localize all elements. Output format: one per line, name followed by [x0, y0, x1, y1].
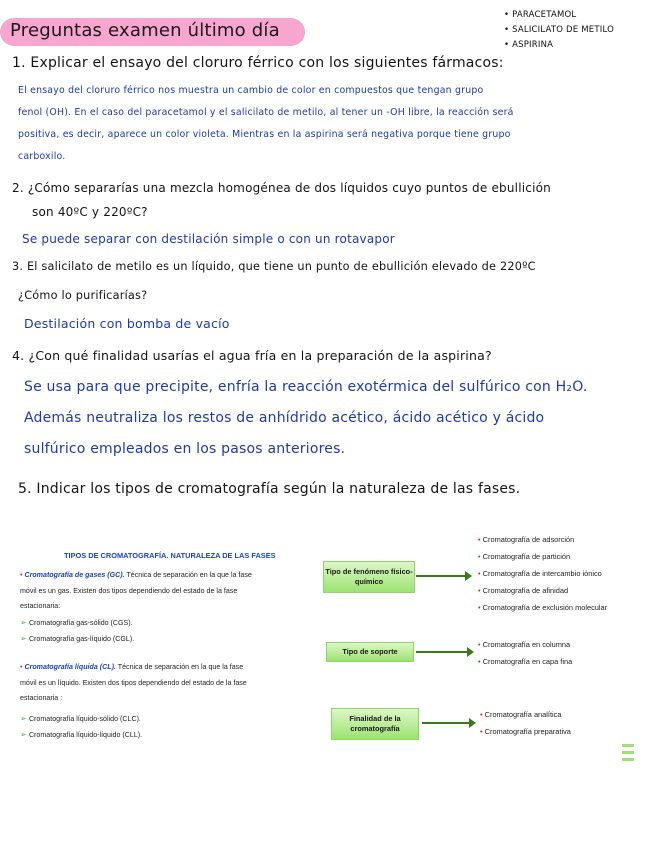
question-line: 2. ¿Cómo separarías una mezcla homogénea de dos líquidos cuyo puntos de ebullición — [12, 181, 551, 195]
question-line: son 40ºC y 220ºC? — [32, 205, 148, 219]
question-2 — [12, 176, 551, 224]
arrow-support — [416, 651, 468, 653]
answer-line: fenol (OH). En el caso del paracetamol y el salicilato de metilo, al tener un -OH libre, la reacción será — [18, 107, 514, 118]
gc-name: Cromatografía de gases (GC). — [24, 571, 125, 579]
answer-4 — [24, 372, 649, 465]
arrow-phenomenon — [416, 575, 466, 577]
gc-item: ➢ Cromatografía gas-líquido (CGL). — [20, 634, 135, 643]
gc-desc-1: Técnica de separación en la que la fase — [124, 571, 252, 579]
drug-list — [504, 8, 654, 53]
purpose-list — [480, 706, 571, 740]
answer-2: Se puede separar con destilación simple o con un rotavapor — [22, 232, 395, 246]
answer-line: Además neutraliza los restos de anhídrido acético, ácido acético y ácido — [24, 410, 545, 426]
answer-line: sulfúrico empleados en los pasos anteriores. — [24, 441, 346, 457]
lc-desc-1: Técnica de separación en la que la fase — [115, 663, 244, 671]
list-item: • Cromatografía de intercambio iónico — [478, 565, 607, 582]
gc-block — [20, 568, 320, 648]
lc-desc-2: móvil es un líquido. Existen dos tipos dependiendo del estado de la fase — [20, 678, 247, 687]
box-purpose: Finalidad de la cromatografía — [331, 708, 419, 740]
list-item: • Cromatografía de afinidad — [478, 582, 607, 599]
answer-line: positiva, es decir, aparece un color violeta. Mientras en la aspirina será negativa porque tiene grupo — [18, 129, 511, 140]
answer-line: El ensayo del cloruro férrico nos muestra un cambio de color en compuestos que tengan grupo — [18, 85, 484, 96]
lc-block — [20, 660, 320, 744]
gc-desc-2: móvil es un gas. Existen dos tipos dependiendo del estado de la fase — [20, 586, 238, 595]
list-item: • Cromatografía de exclusión molecular — [478, 599, 607, 616]
list-item: • Cromatografía analítica — [480, 706, 571, 723]
gc-desc-3: estacionaria: — [20, 602, 61, 610]
drug-item: • SALICILATO DE METILO — [504, 23, 654, 38]
gc-item: ➢ Cromatografía gas-sólido (CGS). — [20, 617, 133, 627]
question-line: 3. El salicilato de metilo es un líquido, que tiene un punto de ebullición elevado de 220ºC — [12, 260, 536, 273]
question-5: 5. Indicar los tipos de cromatografía según la naturaleza de las fases. — [18, 481, 521, 497]
lc-item: ➢ Cromatografía líquido-líquido (CLL). — [20, 730, 143, 739]
question-1: 1. Explicar el ensayo del cloruro férrico con los siguientes fármacos: — [12, 55, 504, 71]
support-list — [478, 636, 572, 670]
answer-1 — [18, 80, 648, 168]
list-item: • Cromatografía en capa fina — [478, 653, 572, 670]
answer-line: Se usa para que precipite, enfría la reacción exotérmica del sulfúrico con H₂O. — [24, 379, 588, 395]
lc-item: ➢ Cromatografía líquido-sólido (CLC). — [20, 713, 141, 723]
list-item: • Cromatografía de adsorción — [478, 531, 607, 548]
list-item: • Cromatografía de partición — [478, 548, 607, 565]
answer-3: Destilación con bomba de vacío — [24, 316, 230, 331]
drug-item: • PARACETAMOL — [504, 8, 654, 23]
box-support: Tipo de soporte — [326, 642, 414, 662]
gc-desc: • Cromatografía de gases (GC). Técnica de separación en la que la fase — [20, 571, 252, 579]
box-phenomenon: Tipo de fenómeno físico-químico — [323, 561, 415, 593]
question-line: ¿Cómo lo purificarías? — [18, 289, 148, 302]
page-title: Preguntas examen último día — [10, 20, 280, 41]
figure-heading: TIPOS DE CROMATOGRAFÍA. NATURALEZA DE LAS FASES — [64, 551, 276, 560]
question-4: 4. ¿Con qué finalidad usarías el agua fría en la preparación de la aspirina? — [12, 348, 492, 363]
mini-thumbnail — [622, 742, 652, 766]
lc-desc-3: estacionaria : — [20, 694, 63, 702]
lc-name: Cromatografía líquida (CL). — [24, 663, 116, 671]
list-item: • Cromatografía en columna — [478, 636, 572, 653]
lc-desc: • Cromatografía líquida (CL). Técnica de separación en la que la fase — [20, 663, 244, 671]
phenomenon-list — [478, 531, 607, 616]
answer-line: carboxilo. — [18, 151, 66, 162]
arrow-purpose — [422, 722, 470, 724]
question-3 — [12, 252, 536, 310]
list-item: • Cromatografía preparativa — [480, 723, 571, 740]
drug-item: • ASPIRINA — [504, 38, 654, 53]
